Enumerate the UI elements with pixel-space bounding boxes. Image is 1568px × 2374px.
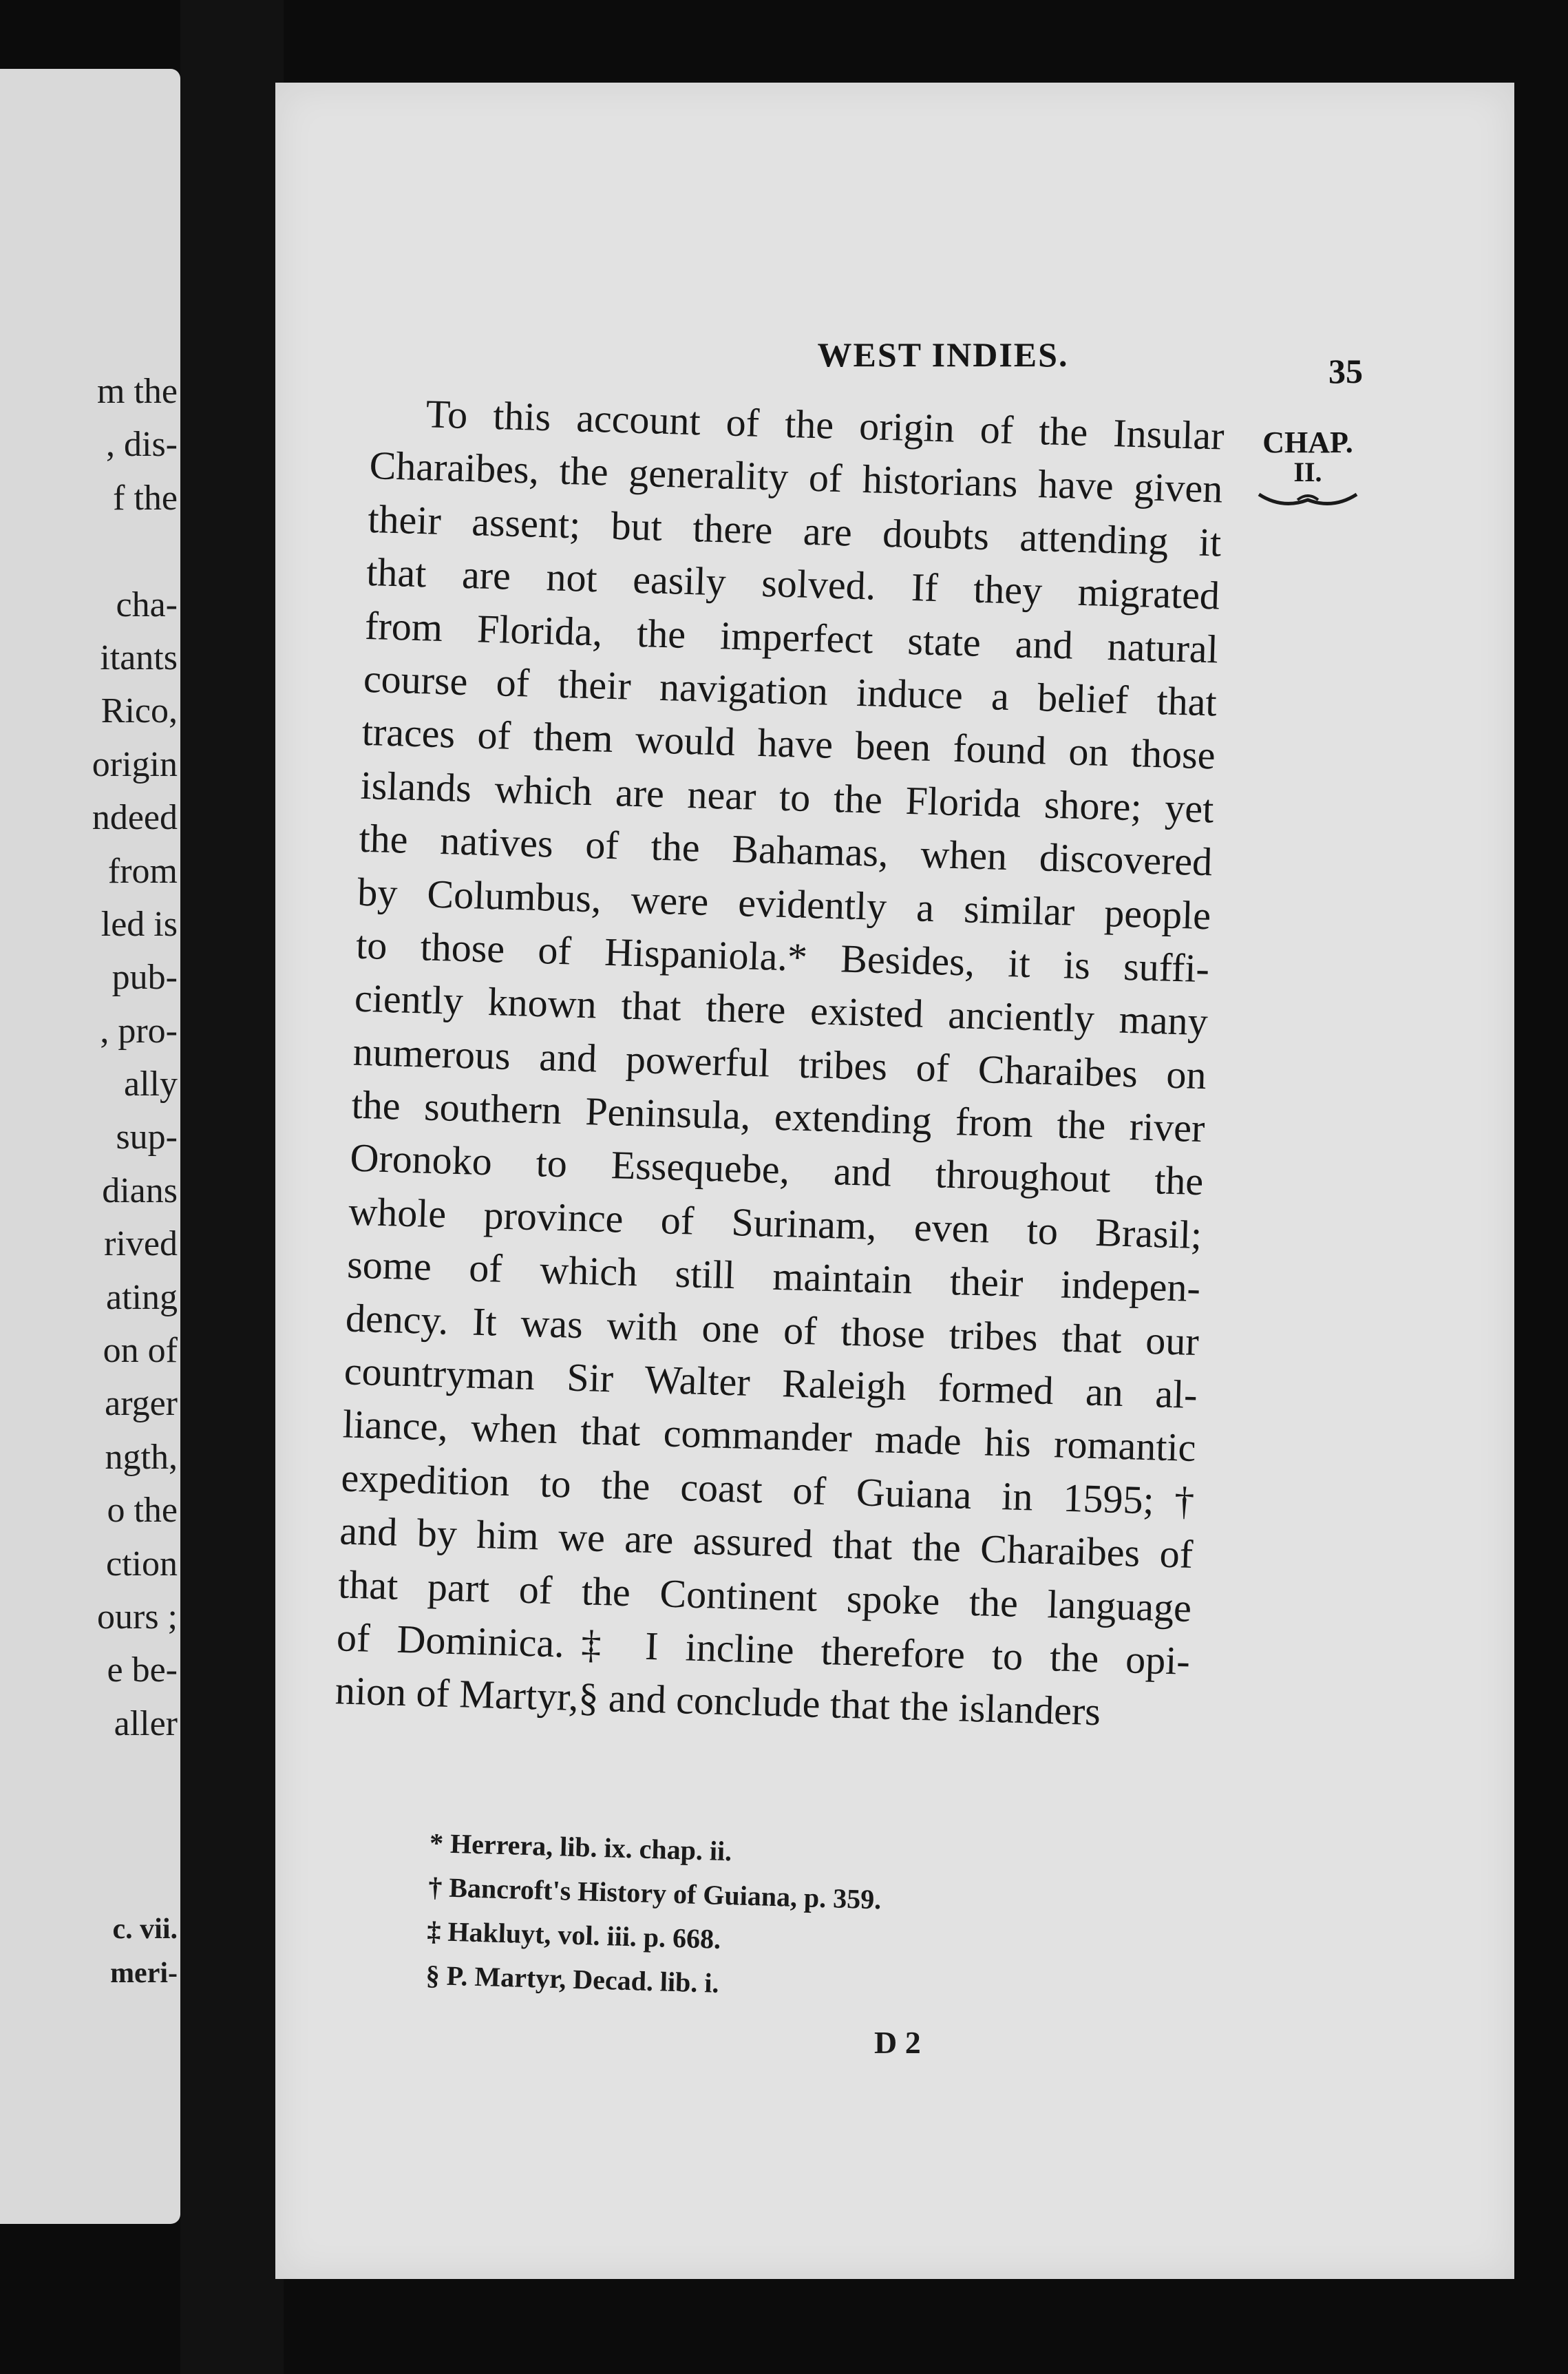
facing-line: ngth, (105, 1437, 178, 1477)
body-line: from Florida, the imperfect state and natural (364, 602, 1219, 672)
facing-line: on of (103, 1331, 178, 1371)
body-line: expedition to the coast of Guiana in 1595;† (340, 1455, 1196, 1524)
body-line: Charaibes, the generality of historians have given (368, 443, 1224, 512)
facing-line: f the (113, 478, 178, 518)
facing-line: m the (97, 372, 178, 411)
body-line: liance, when that commander made his romantic (341, 1401, 1197, 1471)
running-head: WEST INDIES. (817, 335, 1069, 374)
body-line: dency. It was with one of those tribes that our (345, 1295, 1200, 1364)
body-line: traces of them would have been found on those (361, 709, 1216, 778)
body-line: whole province of Surinam, even to Brasil; (348, 1188, 1203, 1258)
facing-page-footnotes (110, 1907, 178, 1995)
facing-line: dians (102, 1170, 178, 1210)
book-gutter (180, 0, 284, 2374)
footnote: § P. Martyr, Decad. lib. i. (425, 1959, 720, 1999)
signature-mark: D 2 (874, 2025, 921, 2060)
body-line: countryman Sir Walter Raleigh formed an al- (343, 1348, 1198, 1418)
chapter-label: CHAP. (1262, 426, 1353, 459)
footnotes (425, 1821, 1119, 2017)
facing-line: ours ; (97, 1597, 178, 1637)
body-line: the natives of the Bahamas, when discovered (358, 815, 1214, 885)
facing-line: led is (100, 904, 178, 944)
body-text (335, 386, 1225, 1741)
facing-line: e be- (107, 1650, 178, 1690)
body-line: to those of Hispaniola.* Besides, it is suffi- (355, 922, 1210, 991)
book-page (275, 83, 1514, 2279)
facing-line: origin (92, 744, 178, 784)
body-line: that are not easily solved. If they migrated (365, 549, 1220, 618)
facing-line: ction (106, 1544, 178, 1584)
facing-line: aller (114, 1703, 178, 1743)
brace-ornament-icon (1256, 489, 1359, 512)
footnote: * Herrera, lib. ix. chap. ii. (429, 1827, 732, 1867)
body-line: their assent; but there are doubts attending it (367, 496, 1222, 565)
facing-footnote-line: meri- (110, 1957, 178, 1989)
facing-line: o the (107, 1491, 178, 1531)
body-line: some of which still maintain their indepen- (346, 1241, 1201, 1311)
facing-line: Rico, (100, 691, 178, 731)
chapter-side-note (1239, 427, 1377, 512)
body-line: numerous and powerful tribes of Charaibes on (352, 1029, 1207, 1097)
facing-line: cha- (116, 585, 178, 624)
body-line: Oronoko to Essequebe, and throughout the (349, 1135, 1205, 1204)
facing-line: , pro- (100, 1011, 178, 1051)
footnote: ‡ Hakluyt, vol. iii. p. 668. (426, 1915, 721, 1955)
body-line: islands which are near to the Florida shore; yet (359, 762, 1215, 832)
body-line: the southern Peninsula, extending from the river (350, 1082, 1206, 1151)
facing-line: ndeed (92, 798, 178, 838)
body-line: To this account of the origin of the Insular (425, 391, 1225, 459)
body-line: and by him we are assured that the Charaibes of (339, 1508, 1194, 1577)
facing-line: ally (124, 1064, 178, 1104)
body-line: nion of Martyr,§ and conclude that the islanders (335, 1668, 1101, 1734)
facing-line: itants (100, 638, 178, 677)
facing-line (92, 525, 178, 578)
chapter-number: II. (1293, 456, 1322, 487)
footnote: † Bancroft's History of Guiana, p. 359. (427, 1871, 882, 1915)
body-line: of Dominica.‡ I incline therefore to the opi- (336, 1615, 1191, 1683)
facing-line: pub- (112, 958, 178, 998)
facing-line: from (107, 851, 178, 891)
facing-line: arger (105, 1384, 178, 1424)
facing-footnote-line: c. vii. (112, 1913, 178, 1945)
facing-page-text (92, 365, 178, 1750)
facing-line: rived (104, 1224, 178, 1264)
facing-page-fragment (0, 69, 180, 2224)
body-line: course of their navigation induce a belief that (363, 655, 1218, 725)
facing-line: sup- (116, 1117, 178, 1157)
body-line: by Columbus, were evidently a similar people (357, 869, 1211, 938)
facing-line: , dis- (106, 425, 178, 465)
body-line: that part of the Continent spoke the language (337, 1561, 1192, 1630)
facing-line: ating (106, 1277, 178, 1317)
body-line: ciently known that there existed anciently many (354, 975, 1209, 1044)
page-number: 35 (1328, 352, 1363, 390)
